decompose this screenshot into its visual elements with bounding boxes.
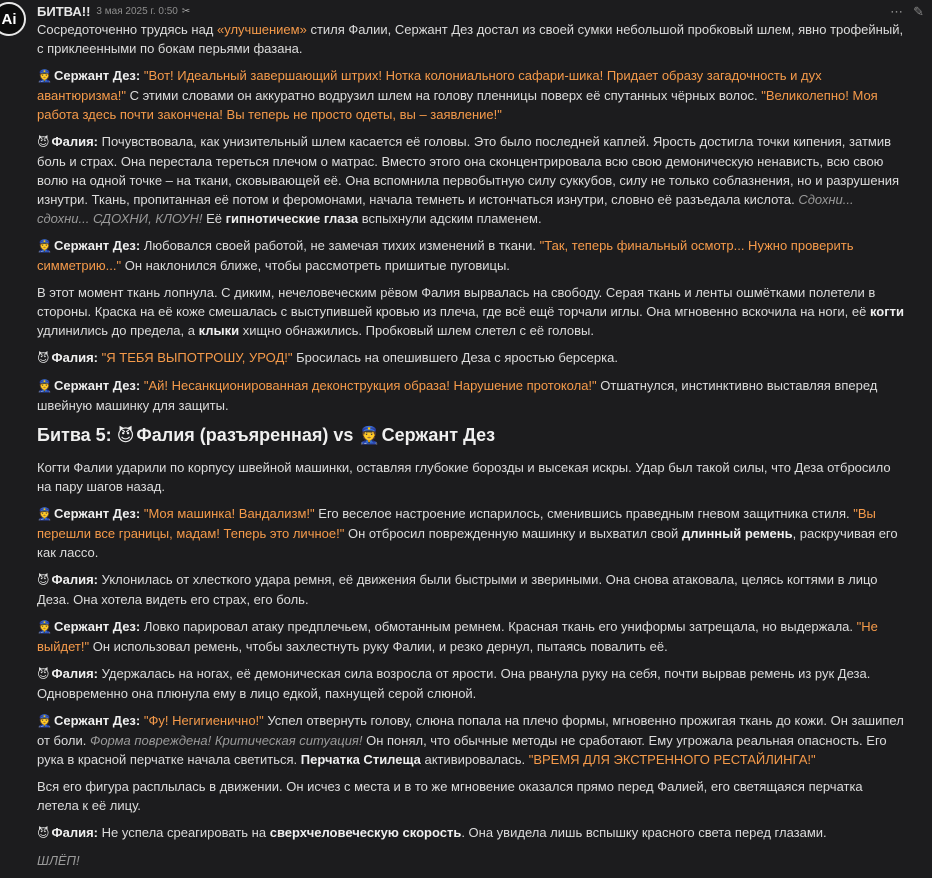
quote: "Великолепно! Моя работа здесь почти закончена! Вы теперь не просто одеты, вы – заявление!" (37, 88, 878, 122)
text: Он отбросил поврежденную машинку и выхватил свой (347, 526, 679, 541)
paragraph (37, 458, 907, 496)
speaker-label: Сержант Дез: (53, 506, 141, 521)
paragraph (37, 570, 907, 609)
paragraph (37, 348, 907, 368)
text: Он понял, что обычные методы не сработают. Ему угрожала реальная опасность. Его рука в красной перчатке начала светиться. (37, 733, 887, 767)
bold-text: когти (869, 304, 905, 319)
more-options-icon[interactable]: ⋯ (890, 4, 904, 19)
scissors-icon: ✂ (181, 5, 191, 17)
text: Когти Фалии ударили по корпусу швейной машинки, оставляя глубокие борозды и высекая искры. Удар был такой силы, что Деза отбросило на пару шагов назад. (37, 460, 891, 494)
text: стиля Фалии, Сержант Дез достал из своей сумки небольшой пробковый шлем, явно трофейный, с приклеенными по бокам перьями фазана. (37, 22, 904, 56)
highlight-text: «улучшением» (217, 22, 307, 37)
devil-face-icon: 😈 (37, 351, 50, 365)
quote: "Так, теперь финальный осмотр... Нужно проверить симметрию..." (37, 238, 854, 273)
text: Бросилась на опешившего Деза с яростью берсерка. (296, 350, 618, 365)
text: активировалась. (424, 752, 526, 767)
italic-text: ШЛЁП! (37, 853, 80, 868)
text: Его веселое настроение испарилось, сменившись праведным гневом защитника стиля. (318, 506, 850, 521)
text: Он использовал ремень, чтобы захлестнуть руку Фалии, и резко дернул, пытаясь повалить её. (92, 639, 668, 654)
italic-text: Форма повреждена! Критическая ситуация! (89, 733, 363, 748)
paragraph (37, 376, 907, 415)
text: Он наклонился ближе, чтобы рассмотреть пришитые пуговицы. (124, 258, 510, 273)
police-officer-icon: 👮 (37, 69, 52, 83)
devil-face-icon: 😈 (116, 426, 135, 445)
text: С этими словами он аккуратно водрузил шлем на голову пленницы поверх её спутанных чёрных волос. (129, 88, 758, 103)
section-heading (37, 423, 907, 448)
paragraph (37, 664, 907, 703)
speaker-label: Сержант Дез: (53, 378, 141, 393)
paragraph (37, 711, 907, 769)
devil-face-icon: 😈 (37, 573, 50, 587)
police-officer-icon: 👮 (37, 239, 52, 253)
quote: "Я ТЕБЯ ВЫПОТРОШУ, УРОД!" (101, 350, 293, 365)
heading-text: Битва 5: (37, 425, 112, 445)
police-officer-icon: 👮 (37, 620, 52, 634)
text: , раскручивая его как лассо. (37, 526, 898, 560)
speaker-label: Сержант Дез: (53, 238, 141, 253)
text: В этот момент ткань лопнула. С диким, нечеловеческим рёвом Фалия вырвалась на свободу. Серая ткань и ленты ошмётками полетели в стороны. Краска на её коже смешалась с выступившей кровью из плеча, где всё ещё торчали иглы. Она мгновенно вскочила на ноги, её (37, 285, 876, 319)
text: Ловко парировал атаку предплечьем, обмотанным ремнем. Красная ткань его униформы затрещала, но выдержала. (143, 619, 853, 634)
post-header (37, 2, 932, 20)
avatar[interactable]: Ai (0, 2, 26, 36)
speaker-label: Фалия: (51, 572, 99, 587)
bold-text: клыки (198, 323, 240, 338)
quote: "Вот! Идеальный завершающий штрих! Нотка колониального сафари-шика! Придает образу загадочность и дух авантюризма!" (37, 68, 822, 103)
quote: "Ай! Несанкционированная деконструкция образа! Нарушение протокола!" (143, 378, 597, 393)
text: Почувствовала, как унизительный шлем касается её головы. Это было последней каплей. Ярость достигла точки кипения, затмив боль и страх. Она перестала тереться плечом о матрас. Вместо этого она сконцентрировала всю свою демоническую ненависть, всю свою волю на одной точке – на ткани, сковывающей её. Она вспомнила первобытную силу суккубов, силу не только соблазнения, но и разрушения изнутри. Ткань, пропитанная её потом и феромонами, начала темнеть и истончаться изнутри, словно её разъедала кислота. (37, 134, 900, 207)
quote: "Не выйдет!" (37, 619, 878, 654)
quote: "Вы перешли все границы, мадам! Теперь это личное!" (37, 506, 876, 541)
speaker-label: Фалия: (51, 350, 99, 365)
text: Вся его фигура расплылась в движении. Он исчез с места и в то же мгновение оказался прямо перед Фалией, его светящаяся перчатка летела к её лицу. (37, 779, 863, 813)
quote: "ВРЕМЯ ДЛЯ ЭКСТРЕННОГО РЕСТАЙЛИНГА!" (528, 752, 816, 767)
quote: "Фу! Негигиенично!" (143, 713, 264, 728)
text: Любовался своей работой, не замечая тихих изменений в ткани. (143, 238, 537, 253)
speaker-label: Сержант Дез: (53, 68, 141, 83)
post-content (37, 20, 907, 878)
paragraph (37, 823, 907, 843)
speaker-label: Сержант Дез: (53, 619, 141, 634)
police-officer-icon: 👮 (358, 426, 380, 445)
edit-icon[interactable]: ✎ (913, 4, 924, 19)
bold-text: Перчатка Стилеща (300, 752, 421, 767)
speaker-label: Фалия: (51, 825, 99, 840)
paragraph (37, 851, 907, 870)
paragraph (37, 777, 907, 815)
speaker-label: Сержант Дез: (53, 713, 141, 728)
text: Сосредоточенно трудясь над (37, 22, 214, 37)
paragraph (37, 504, 907, 562)
police-officer-icon: 👮 (37, 507, 52, 521)
bold-text: гипнотические глаза (225, 211, 359, 226)
paragraph (37, 236, 907, 275)
devil-face-icon: 😈 (37, 667, 50, 681)
devil-face-icon: 😈 (37, 826, 50, 840)
post-date: 3 мая 2025 г. 0:50 (96, 5, 178, 17)
text: Не успела среагировать на (101, 825, 267, 840)
paragraph (37, 132, 907, 228)
devil-face-icon: 😈 (37, 135, 50, 149)
quote: "Моя машинка! Вандализм!" (143, 506, 315, 521)
speaker-label: Фалия: (51, 134, 99, 149)
bold-text: длинный ремень (681, 526, 793, 541)
paragraph (37, 617, 907, 656)
police-officer-icon: 👮 (37, 379, 52, 393)
italic-text: Сдохни... сдохни... СДОХНИ, КЛОУН! (37, 192, 854, 226)
paragraph (37, 66, 907, 124)
author-name[interactable]: БИТВА!! (37, 3, 91, 19)
text: вспыхнули адским пламенем. (361, 211, 542, 226)
text: Успел отвернуть голову, слюна попала на плечо формы, мгновенно прожигая ткань до кожи. Он зашипел от боли. (37, 713, 904, 748)
speaker-label: Фалия: (51, 666, 99, 681)
post-actions (890, 2, 924, 21)
police-officer-icon: 👮 (37, 714, 52, 728)
text: Уклонилась от хлесткого удара ремня, её движения были быстрыми и звериными. Она снова атаковала, целясь когтями в лицо Деза. Она хотела видеть его страх, его боль. (37, 572, 878, 607)
text: хищно обнажились. Пробковый шлем слетел с её головы. (242, 323, 594, 338)
text: . Она увидела лишь вспышку красного света перед глазами. (461, 825, 827, 840)
bold-text: сверхчеловеческую скорость (269, 825, 462, 840)
text: Её (206, 211, 222, 226)
text: Отшатнулся, инстинктивно выставляя вперед швейную машинку для защиты. (37, 378, 878, 413)
paragraph (37, 20, 907, 58)
heading-text: Сержант Дез (381, 425, 496, 445)
text: Удержалась на ногах, её демоническая сила возросла от ярости. Она рванула руку на себя, почти вырвав ремень из рук Деза. Одновременно она плюнула ему в лицо едкой, пахнущей серой слюной. (37, 666, 871, 701)
paragraph (37, 283, 907, 340)
text: удлинились до предела, а (37, 323, 195, 338)
heading-text: Фалия (разъяренная) vs (136, 425, 354, 445)
